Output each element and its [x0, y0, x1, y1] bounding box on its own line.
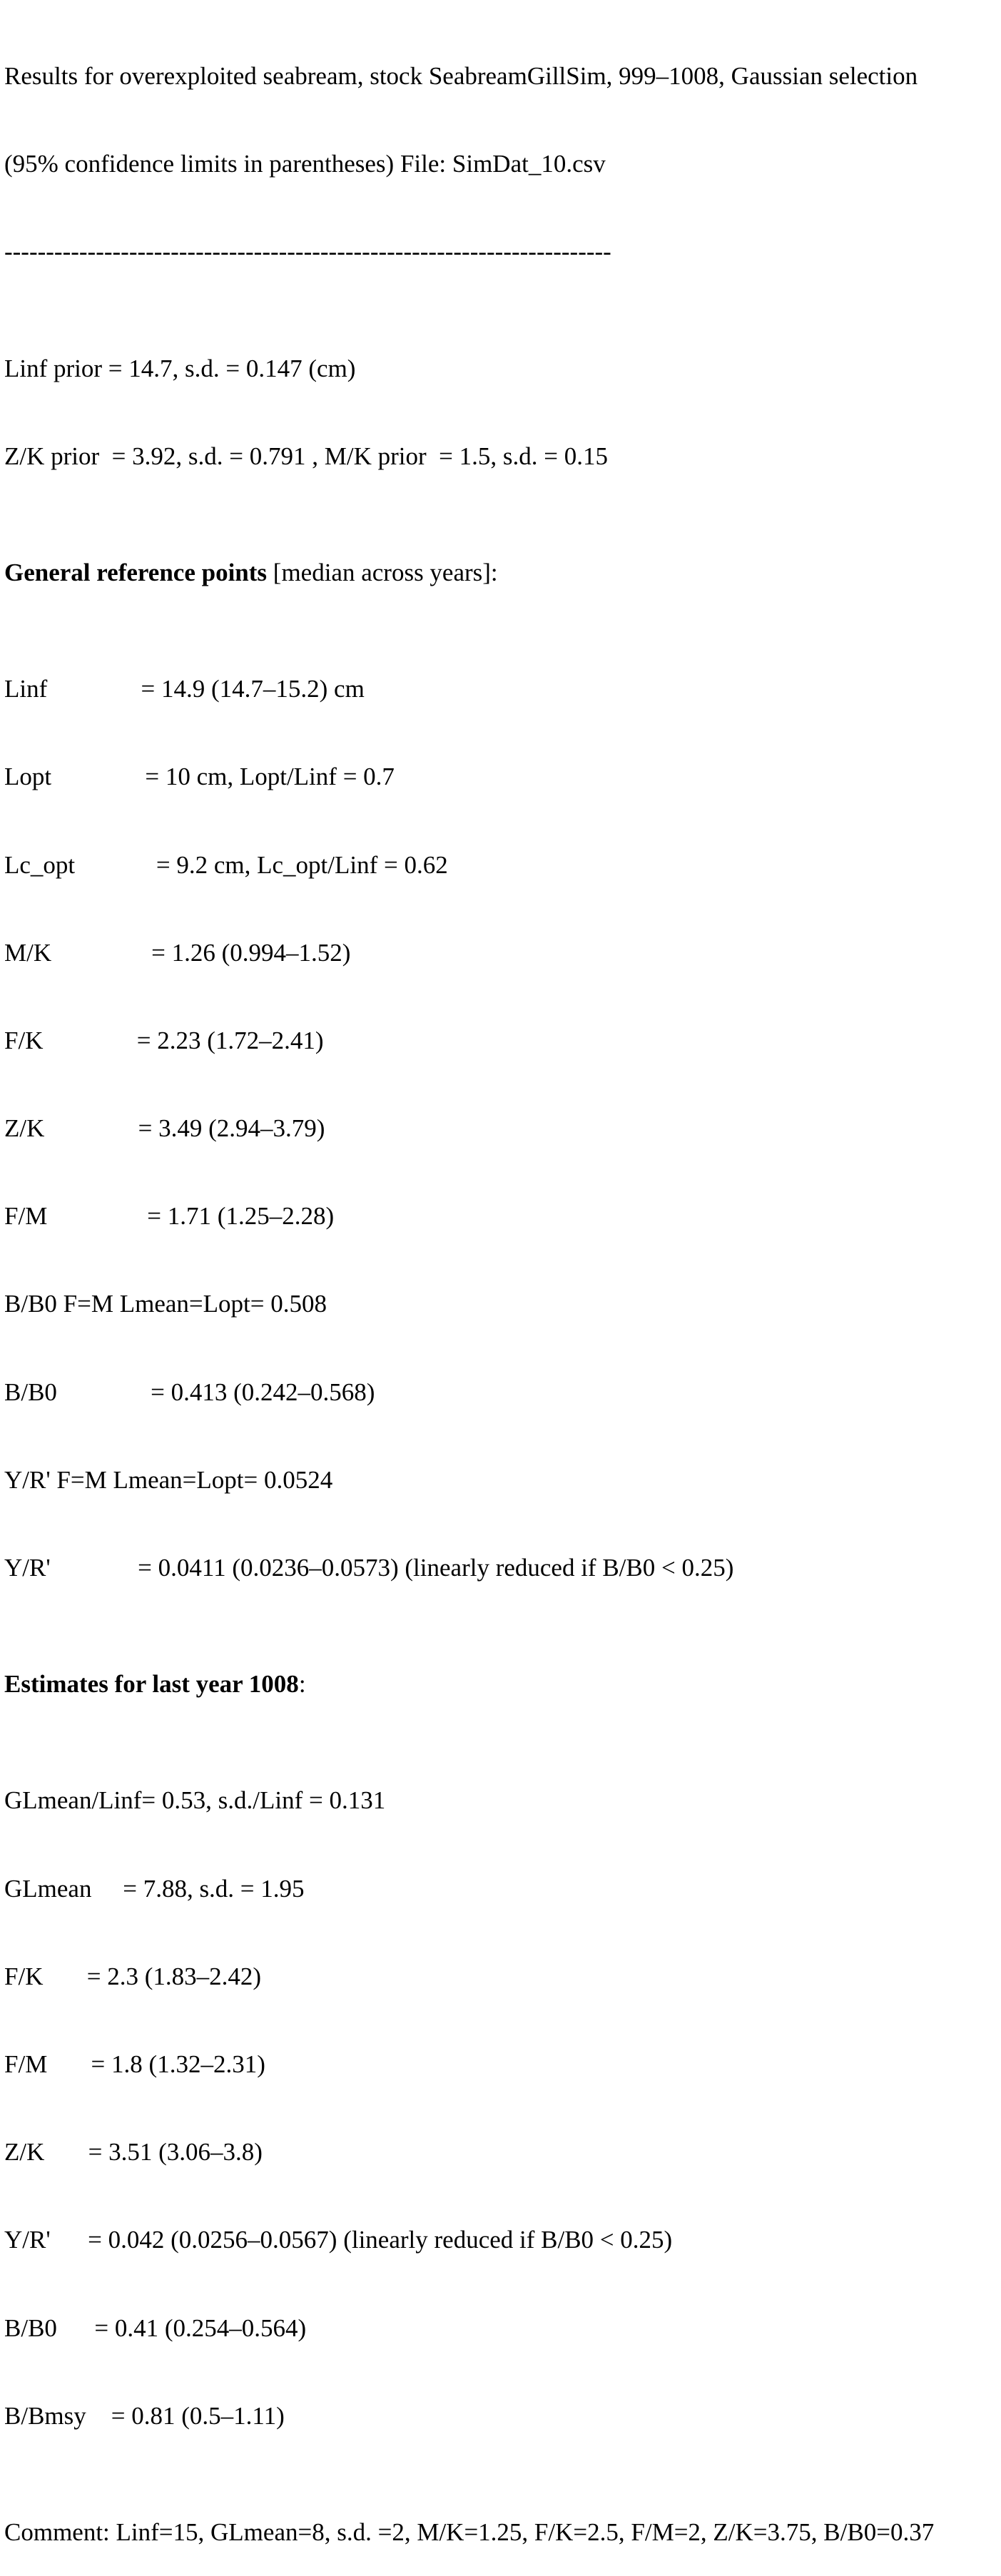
linf-prior: Linf prior = 14.7, s.d. = 0.147 (cm) — [4, 354, 356, 382]
title-line-1: Results for overexploited seabream, stock SeabreamGillSim, 999–1008, Gaussian selection — [4, 62, 918, 90]
general-reference-heading-rest: [median across years]: — [267, 558, 498, 586]
zk-mk-prior: Z/K prior = 3.92, s.d. = 0.791 , M/K prior = 1.5, s.d. = 0.15 — [4, 442, 609, 470]
general-row-linf: Linf = 14.9 (14.7–15.2) cm — [4, 675, 365, 703]
general-row-lc-opt: Lc_opt = 9.2 cm, Lc_opt/Linf = 0.62 — [4, 850, 448, 879]
general-row-mk: M/K = 1.26 (0.994–1.52) — [4, 938, 351, 967]
separator-line: ------------------------------------------------------------------------- — [4, 238, 611, 266]
general-row-fk: F/K = 2.23 (1.72–2.41) — [4, 1026, 324, 1054]
title-line-2: (95% confidence limits in parentheses) File: SimDat_10.csv — [4, 150, 606, 178]
general-row-fm: F/M = 1.71 (1.25–2.28) — [4, 1202, 335, 1231]
last-year-heading-bold: Estimates for last year 1008 — [4, 1670, 299, 1699]
last-year-heading — [4, 1669, 1001, 1699]
general-row-bb0: B/B0 = 0.413 (0.242–0.568) — [4, 1378, 375, 1406]
general-row-zk: Z/K = 3.49 (2.94–3.79) — [4, 1114, 325, 1143]
last-year-heading-rest: : — [298, 1670, 306, 1699]
last-year-row-fm: F/M = 1.8 (1.32–2.31) — [4, 2050, 265, 2078]
general-row-lopt: Lopt = 10 cm, Lopt/Linf = 0.7 — [4, 763, 395, 791]
last-year-row-zk: Z/K = 3.51 (3.06–3.8) — [4, 2138, 263, 2167]
last-year-row-fk: F/K = 2.3 (1.83–2.42) — [4, 1962, 262, 1990]
general-row-bb0-fm: B/B0 F=M Lmean=Lopt= 0.508 — [4, 1290, 327, 1318]
general-reference-heading-bold: General reference points — [4, 558, 268, 586]
last-year-row-glmean-linf: GLmean/Linf= 0.53, s.d./Linf = 0.131 — [4, 1786, 386, 1815]
last-year-row-glmean: GLmean = 7.88, s.d. = 1.95 — [4, 1874, 305, 1903]
last-year-row-yr: Y/R' = 0.042 (0.0256–0.0567) (linearly reduced if B/B0 < 0.25) — [4, 2226, 673, 2254]
comment-line: Comment: Linf=15, GLmean=8, s.d. =2, M/K=1.25, F/K=2.5, F/M=2, Z/K=3.75, B/B0=0.37 — [4, 2518, 935, 2546]
results-document — [4, 4, 1001, 2576]
last-year-row-bbmsy: B/Bmsy = 0.81 (0.5–1.11) — [4, 2401, 285, 2430]
last-year-row-bb0: B/B0 = 0.41 (0.254–0.564) — [4, 2313, 307, 2342]
general-row-yr-fm: Y/R' F=M Lmean=Lopt= 0.0524 — [4, 1465, 333, 1494]
general-row-yr: Y/R' = 0.0411 (0.0236–0.0573) (linearly reduced if B/B0 < 0.25) — [4, 1554, 734, 1582]
general-reference-heading — [4, 557, 1001, 588]
